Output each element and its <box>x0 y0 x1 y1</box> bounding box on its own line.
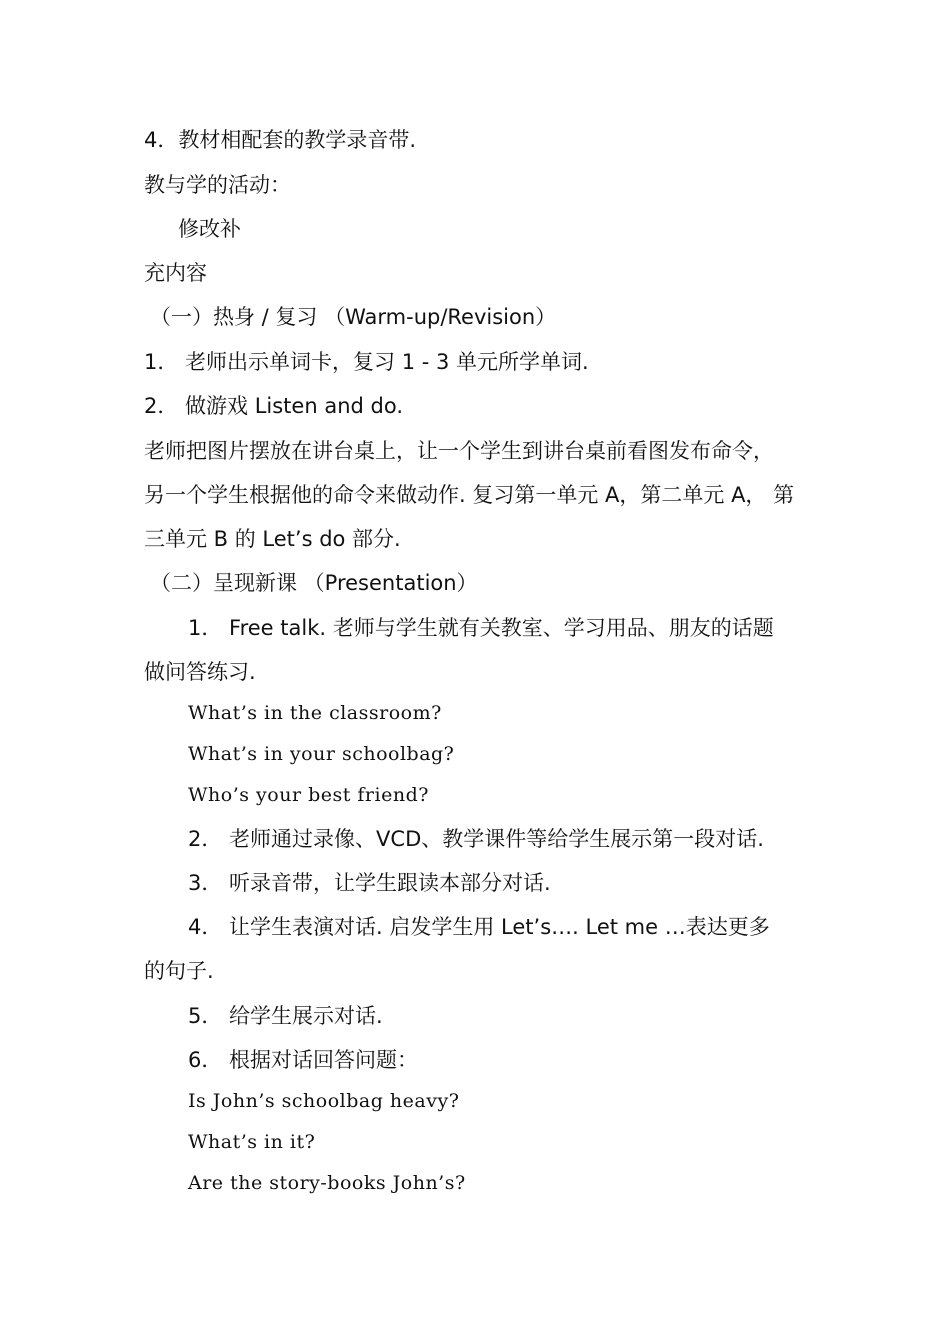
question-best-friend: Who’s your best friend? <box>188 784 429 806</box>
presentation-step-2: 2． 老师通过录像、VCD、教学课件等给学生展示第一段对话. <box>188 827 764 851</box>
presentation-step-6: 6． 根据对话回答问题： <box>188 1048 419 1072</box>
presentation-step-1-cont: 做问答练习. <box>144 660 256 684</box>
presentation-step-1: 1． Free talk. 老师与学生就有关教室、学习用品、朋友的话题 <box>188 616 774 640</box>
presentation-step-4: 4． 让学生表演对话. 启发学生用 Let’s…. Let me …表达更多 <box>188 915 770 939</box>
revision-note-part1: 修改补 <box>178 217 241 241</box>
warmup-step-2: 2． 做游戏 Listen and do. <box>144 394 403 418</box>
question-john-schoolbag: Is John’s schoolbag heavy? <box>188 1090 460 1112</box>
section-warmup-heading: （一）热身 / 复习 （Warm-up/Revision） <box>150 305 557 329</box>
presentation-step-5: 5． 给学生展示对话. <box>188 1004 383 1028</box>
warmup-step-1: 1． 老师出示单词卡，复习 1 - 3 单元所学单词. <box>144 350 589 374</box>
question-whats-in-it: What’s in it? <box>188 1131 316 1153</box>
question-schoolbag: What’s in your schoolbag? <box>188 743 455 765</box>
warmup-game-description-3: 三单元 B 的 Let’s do 部分. <box>144 527 401 551</box>
activities-heading: 教与学的活动： <box>144 173 291 197</box>
question-classroom: What’s in the classroom? <box>188 702 442 724</box>
section-presentation-heading: （二）呈现新课 （Presentation） <box>150 571 478 595</box>
warmup-game-description-1: 老师把图片摆放在讲台桌上，让一个学生到讲台桌前看图发布命令， <box>144 439 774 463</box>
revision-note-part2: 充内容 <box>144 261 207 285</box>
presentation-step-3: 3． 听录音带，让学生跟读本部分对话. <box>188 871 551 895</box>
material-item-4: 4．教材相配套的教学录音带. <box>144 128 417 152</box>
warmup-game-description-2: 另一个学生根据他的命令来做动作. 复习第一单元 A，第二单元 A， 第 <box>144 483 795 507</box>
question-story-books: Are the story-books John’s? <box>188 1172 466 1194</box>
presentation-step-4-cont: 的句子. <box>144 959 214 983</box>
